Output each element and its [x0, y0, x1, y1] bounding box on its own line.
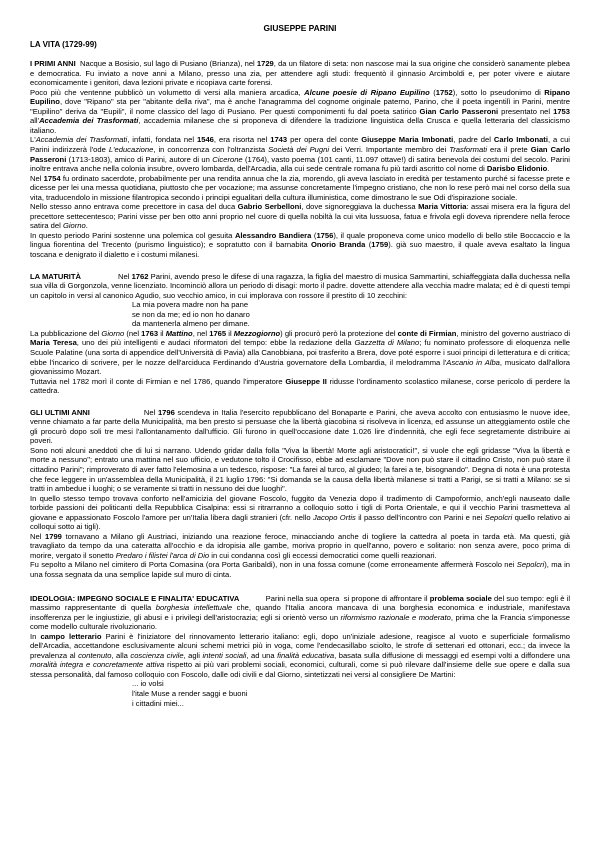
paragraph-maturita: LA MATURITÀ Nel 1762 Parini, avendo preso le difese di una ragazza, la figlia del maestro di musica Sammartini, schiaffeggiata dalla duchessa nella sua villa di Gorgonzola, venne licenziato. Incominciò allora un periodo di disagi: morto il padre. dovette attendere alla vecchia madre malata; ed è di questi tempi un capitolo in versi al canonico Agudio, suo vecchio amico, in cui implorava con rossore il prestito di 10 zecchini: — [30, 271, 570, 300]
heading-primi-anni: I PRIMI ANNI — [30, 59, 76, 69]
verse-line: l'itale Muse a render saggi e buoni — [132, 689, 248, 698]
paragraph: Nello stesso anno entrava come precettore in casa del duca Gabrio Serbelloni, dove signoreggiava la duchessa Maria Vittoria: assai misera era la figura del precettore settecentesco; Parini visse per ben otto anni proprio nel cuore di quella nobiltà la cui vita lussuosa, fatua e frivola egli doveva riprendere nella feroce satira del Giorno. — [30, 202, 571, 231]
paragraph: La pubblicazione del Giorno (nel 1763 il Mattino, nel 1765 il Mezzogiorno) gli procurò però la protezione del conte di Firmian, ministro del governo austriaco di Maria Teresa, uno dei più intelligenti e audaci riformatori del tempo: ebbe la redazione della Gazzetta di Milano; fu nominato professore di eloquenza nelle Scuole Palatine (una sorta di appendice dell'Università di Pavia) alla Canobbiana, poi trasferito a Brera, dove poté esporre i suoi principi di letteratura e di critica; ebbe l'incarico di scrivere, per le nozze dell'arciduca Ferdinando d'Austria governatore della Lombardia, il melodramma l'Ascanio in Alba, musicato dall'allora giovanissimo Mozart. — [30, 328, 571, 377]
paragraph-ideologia: IDEOLOGIA: IMPEGNO SOCIALE E FINALITA' EDUCATIVA Parini nella sua opera si propone di affrontare il problema sociale del suo tempo: egli è il massimo rappresentante di quella borghesia intellettuale che, quando l'Italia ancora mancava di una borghesia economica e industriale, manifestava insofferenza per le ingiustizie, gli abusi e i privilegi dell'aristocrazia; egli si orientò verso un riformismo razionale e moderato, prima che la Francia s'imponesse come modello culturale rivoluzionario. — [30, 593, 571, 632]
paragraph: Poco più che ventenne pubblicò un volumetto di versi alla maniera arcadica, Alcune poesie di Ripano Eupilino (1752), sotto lo pseudonimo di Ripano Eupilino, dove "Ripano" sta per "abitante della riva", ma è anche l'anagramma del cognome originale paterno, Parino, che il poeta ingentilì in Parini, mentre "Eupilino" deriva da "Eupili", il nome classico del lago di Pusiano. Per questi componimenti fu dal poeta satirico Gian Carlo Passeroni presentato nel 1753 all'Accademia dei Trasformati, accademia milanese che si proponeva di difendere la tradizione linguistica della Crusca e quella letteraria del classicismo italiano. — [30, 87, 571, 135]
document-page — [30, 24, 570, 708]
section-title-vita: LA VITA (1729-99) — [30, 39, 97, 49]
paragraph: Tuttavia nel 1782 morì il conte di Firmian e nel 1786, quando l'imperatore Giuseppe II ridusse l'ordinamento scolastico milanese, corse pericolo di perdere la cattedra. — [30, 376, 570, 396]
verse-quote-1 — [132, 300, 570, 329]
paragraph: Sono noti alcuni aneddoti che di lui si narrano. Udendo gridar dalla folla "Viva la libertà! Morte agli aristocratici!", si vuole che egli gridasse "Viva la libertà e morte a nessuno"; entrato una mattina nel suo ufficio, e vedutone tolto il Crocifisso, ebbe ad esclamare "Dove non può stare il cittadino Cristo, non può stare il cittadino Parini"; rimproverato di aver fatto l'elemosina a un tedesco, rispose: "La farei al turco, al giudeo; la farei a te, bisognando". Degna di nota è una protesta che fece leggere in un'assemblea della Municipalità, il 21 luglio 1796: "Si domanda se la causa della libertà milanese si tratti a Parigi, se si tratti a Milano: se si tratti in ambedue i luoghi; o se veramente si tratti in nessuno dei due luoghi". — [30, 445, 570, 494]
paragraph: In questo periodo Parini sostenne una polemica col gesuita Alessandro Bandiera (1756), il quale proponeva come unico modello di bello stile Boccaccio e la lingua fiorentina del Trecento (purismo linguistico); e sopratutto con il barnabita Onorio Branda (1759). già suo maestro, il quale aveva esaltato la lingua toscana e denigrato il dialetto e i costumi milanesi. — [30, 230, 570, 260]
paragraph: Nel 1754 fu ordinato sacerdote, probabilmente per una rendita annua che la zia, morendo, gli aveva lasciato in eredità per testamento purché si facesse prete e dicesse per lei una messa quotidiana, piuttosto che per vocazione; ma assunse concretamente l'impegno cristiano, che non lo rese però mai nel corso della sua vita, traducendolo in missione filantropica secondo i principi egualitari della cultura illuministica, come dimostrano le sue Odi d'ispirazione sociale. — [30, 173, 570, 202]
heading-ultimi-anni: GLI ULTIMI ANNI — [30, 407, 90, 417]
paragraph: In campo letterario Parini è l'iniziatore del rinnovamento letterario italiano: egli, dopo un'iniziale adesione, reagisce al vuoto e superficiale formalismo dell'Arcadia, accettandone esclusivamente alcuni schemi metrici più in voga, come l'endecasillabo sciolto, le strofe di settenari ed ottonari, ecc.; da invece la prevalenza al contenuto, alla coscienza civile, agli intenti sociali, ad una finalità educativa, basata sulla diffusione di messaggi ed esempi volti a diffondere una moralità integra e concretamente attiva rispetto ai più vari problemi sociali, economici, culturali, come si può rilevare dall'insieme delle sue opere e dalla sua stessa personalità, dal famoso colloquio con Foscolo, dalle odi civili e dal Giorno, sintetizzati nei versi al consigliere De Martini: — [30, 631, 570, 679]
paragraph: Fu sepolto a Milano nel cimitero di Porta Comasina (ora Porta Garibaldi), non in una fossa comune (come erroneamente affermerà Foscolo nei Sepolcri), ma in una fossa segnata da una semplice lapide sul muro di cinta. — [30, 560, 570, 579]
verse-line: La mia povera madre non ha pane — [132, 300, 249, 310]
document-title: GIUSEPPE PARINI — [263, 23, 337, 33]
paragraph: L'Accademia dei Trasformati, infatti, fondata nel 1546, era risorta nel 1743 per opera del conte Giuseppe Maria Imbonati, padre del Carlo Imbonati, a cui Parini indirizzerà l'ode L'educazione, in concorrenza con l'oltranzista Società dei Pugni dei Verri. Importante membro dei Trasformati era il prete Gian Carlo Passeroni (1713-1803), amico di Parini, autore di un Cicerone (1764), vasto poema (101 canti, 11.097 ottave!) di satira benevola dei costumi del secolo. Parini inoltre entrava anche nella colonia insubre, ovvero lombarda, dell'Arcadia, alla cui sede centrale romana fu più tardi ascritto col nome di Darisbo Elidonio. — [30, 135, 570, 174]
verse-line: se non da me; ed io non ho danaro — [132, 309, 250, 319]
paragraph-ultimi-anni: GLI ULTIMI ANNI Nel 1796 scendeva in Italia l'esercito repubblicano del Bonaparte e Parini, che aveva accolto con entusiasmo le nuove idee, venne chiamato a far parte della Municipalità, ma ben presto si persuase che la libertà giacobina si risolveva in licenza, ed assunse un atteggiamento ostile che gli procurò dopo soli tre mesi l'allontanamento dall'ufficio. Gli furono in quell'occasione date 1.026 lire d'indennità, che egli fece segretamente distribuire ai poveri. — [30, 407, 570, 446]
verse-line: ... io volsi — [132, 679, 164, 689]
verse-line: da mantenerla almeno per dimane. — [132, 319, 250, 329]
verse-quote-2 — [132, 679, 570, 708]
heading-maturita: LA MATURITÀ — [30, 271, 82, 281]
paragraph: In quello stesso tempo trovava conforto nell'amicizia del giovane Foscolo, fuggito da Venezia dopo il tradimento di Campoformio, anch'egli nauseato dalle torbide passioni dei politicanti della Repubblica Cisalpina: essi si ritrarranno a colloquio sotto i tigli di Porta Orientale, e qui il vecchio Parini trasmetteva al giovane e appassionato Foscolo l'amore per un'Italia libera dagli stranieri (cfr. nello Jacopo Ortis il passo dell'incontro con Parini e nei Sepolcri quello relativo ai colloqui sotto ai tigli). — [30, 493, 570, 532]
paragraph: Nel 1799 tornavano a Milano gli Austriaci, iniziando una reazione feroce, minacciando anche di togliere la cattedra al poeta in tarda età. Ma questi, già travagliato da tempo da una cateratta all'occhio e da idropisia alle gambe, moriva proprio in quell'anno, povero e solitario: non senza avere, poco prima di morire, vergato il sonetto Predaro i filistei l'arca di Dio in cui condanna così gli eccessi democratici come quelli reazionari. — [30, 531, 570, 560]
heading-ideologia: IDEOLOGIA: IMPEGNO SOCIALE E FINALITA' EDUCATIVA — [30, 593, 240, 603]
paragraph-primi-anni: I PRIMI ANNI Nacque a Bosisio, sul lago di Pusiano (Brianza), nel 1729, da un filatore di seta: non nascose mai la sua origine che considerò sanamente plebea e democratica. Fu inviato a nove anni a Milano, presso una zia, per attendere agli studi: frequentò il ginnasio Arcimboldi e, per poter vivere e aiutare economicamente i genitori, dava lezioni private e ricopiava carte forensi. — [30, 59, 570, 88]
verse-line: i cittadini miei... — [132, 698, 184, 708]
